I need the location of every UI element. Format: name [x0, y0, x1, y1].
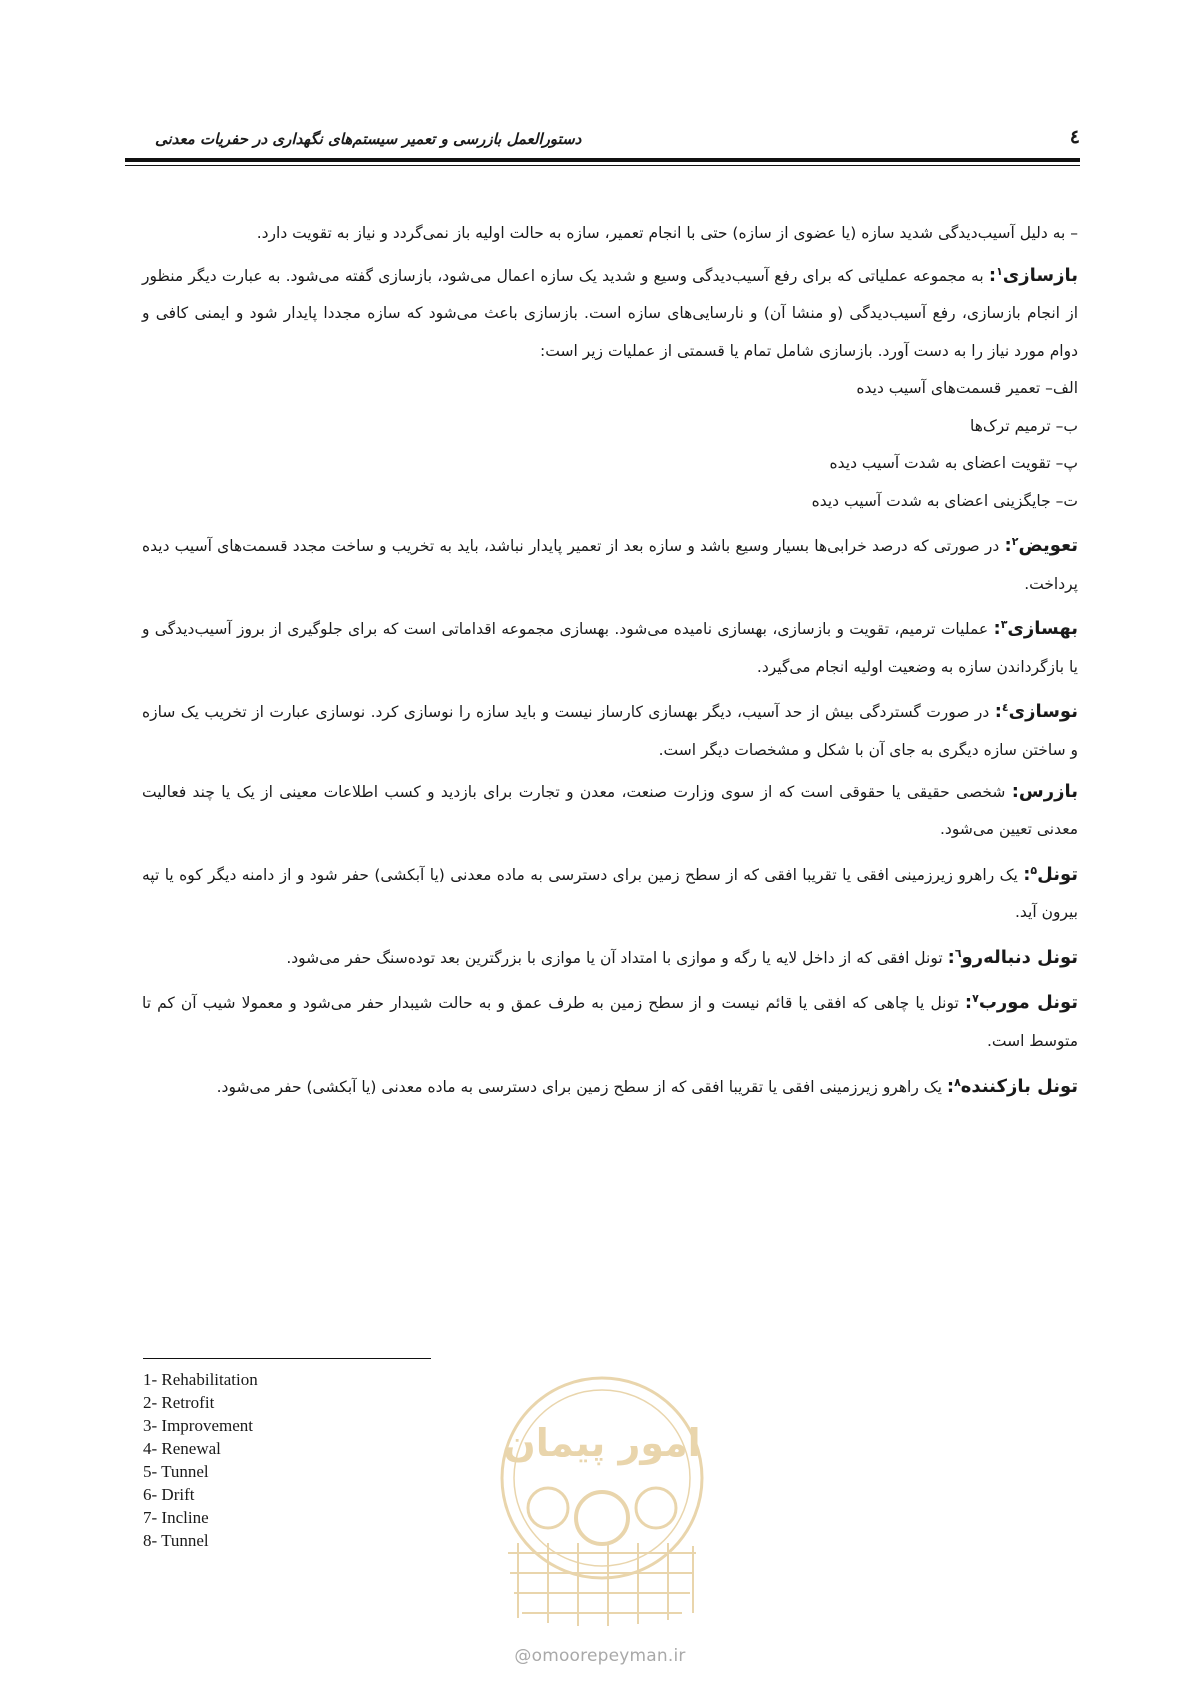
definition-inspector: بازرس: شخصی حقیقی یا حقوقی است که از سوی وزارت صنعت، معدن و تجارت برای بازدید و کسب اطلاعات معینی از یک یا چند فعالیت معدنی تعیین می‌شود. — [142, 780, 1079, 839]
footnote-mark-3: ۳ — [1000, 618, 1008, 632]
term-renewal: نوسازی — [1008, 701, 1078, 723]
footnote-mark-8: ۸ — [954, 1075, 961, 1089]
term-rehabilitation: بازسازی — [1002, 264, 1078, 286]
term-opening-tunnel: تونل بازکننده — [960, 1075, 1078, 1097]
watermark-url: @omoorepeyman.ir — [514, 1646, 686, 1666]
watermark-logo — [478, 1368, 726, 1638]
footnote: 1- Rehabilitation — [143, 1370, 258, 1389]
definition-text: یک راهرو زیرزمینی افقی یا تقریبا افقی که از سطح زمین برای دسترسی به ماده معدنی (یا آبکشی) حفر می‌شود. — [216, 1077, 942, 1096]
definition-text: عملیات ترمیم، تقویت و بازسازی، بهسازی نامیده می‌شود. بهسازی مجموعه اقداماتی است که برای جلوگیری از بروز آسیب‌دیدگی و یا بازگرداندن سازه به وضعیت اولیه انجام می‌گیرد. — [142, 620, 1078, 676]
definition-text: یک راهرو زیرزمینی افقی یا تقریبا افقی که از سطح زمین برای دسترسی به ماده معدنی (یا آبکشی) حفر شود و از دامنه دیگر کوه یا تپه بیرون آید. — [142, 865, 1078, 922]
footnote: 3- Improvement — [143, 1416, 253, 1435]
definition-tunnel: تونل$^۵$: یک راهرو زیرزمینی افقی یا تقریبا افقی که از سطح زمین برای دسترسی به ماده معدنی (یا آبکشی) حفر شود و از دامنه دیگر کوه یا تپه بیرون آید. — [142, 863, 1078, 922]
definition-opening-tunnel: تونل بازکننده$^۸$: یک راهرو زیرزمینی افقی یا تقریبا افقی که از سطح زمین برای دسترسی به ماده معدنی (یا آبکشی) حفر می‌شود. — [216, 1075, 1078, 1097]
footnote-mark-1: ۱ — [996, 264, 1003, 278]
svg-text:امور پیمان: امور پیمان — [503, 1421, 701, 1465]
footnote: 2- Retrofit — [143, 1393, 215, 1412]
running-header-title: دستورالعمل بازرسی و تعمیر سیستم‌های نگهداری در حفریات معدنی — [155, 130, 582, 148]
definition-renewal: نوسازی$^٤$: در صورت گستردگی بیش از حد آسیب، دیگر بهسازی کارساز نیست و باید سازه را نوسازی کرد. نوسازی عبارت از تخریب یک سازه و ساختن سازه دیگری به جای آن با شکل و مشخصات دیگر است. — [142, 701, 1078, 760]
footnote-separator — [143, 1358, 431, 1359]
list-item: ت– جایگزینی اعضای به شدت آسیب دیده — [811, 491, 1078, 510]
term-retrofit: تعویض — [1018, 535, 1078, 557]
list-item: پ– تقویت اعضای به شدت آسیب دیده — [829, 454, 1078, 473]
footnote-mark-2: ۲ — [1011, 535, 1019, 549]
list-item: ب– ترمیم ترک‌ها — [970, 416, 1078, 435]
footnote: 7- Incline — [143, 1508, 209, 1527]
intro-paragraph: – به دلیل آسیب‌دیدگی شدید سازه (یا عضوی از سازه) حتی با انجام تعمیر، سازه به حالت اولیه باز نمی‌گردد و نیاز به تقویت دارد. — [256, 224, 1078, 242]
term-incline: تونل مورب — [978, 992, 1078, 1014]
term-improvement: بهسازی — [1007, 618, 1078, 640]
list-item: الف– تعمیر قسمت‌های آسیب دیده — [856, 379, 1078, 398]
footnote-mark-6: ٦ — [954, 946, 962, 960]
footnote-mark-5: ۵ — [1030, 863, 1038, 877]
term-tunnel: تونل — [1037, 863, 1078, 885]
definition-retrofit: تعویض$^۲$: در صورتی که درصد خرابی‌ها بسیار وسیع باشد و سازه بعد از تعمیر پایدار نباشد، باید به تخریب و ساخت مجدد قسمت‌های آسیب دیده پرداخت. — [142, 535, 1078, 593]
definition-text: در صورت گستردگی بیش از حد آسیب، دیگر بهسازی کارساز نیست و باید سازه را نوسازی کرد. نوسازی عبارت از تخریب یک سازه و ساختن سازه دیگری به جای آن با شکل و مشخصات دیگر است. — [142, 703, 1078, 760]
footnote-mark-4: ٤ — [1001, 701, 1009, 715]
definition-text: به مجموعه عملیاتی که برای رفع آسیب‌دیدگی وسیع و شدید یک سازه اعمال می‌شود، بازسازی گفته می‌شود. به عبارت دیگر منظور از انجام بازسازی، رفع آسیب‌دیدگی (و منشا آن) و نارسایی‌های سازه است. بازسازی باعث می‌شود که سازه مجددا پایدار شود و ایمنی کافی و دوام مورد نیاز را به دست آورد. بازسازی شامل تمام یا قسمتی از عملیات زیر است: — [142, 266, 1078, 360]
definition-text: تونل افقی که از داخل لایه یا رگه و موازی با امتداد آن یا موازی با بزرگترین بعد توده‌سنگ حفر می‌شود. — [286, 948, 943, 967]
definition-improvement: بهسازی$^۳$: عملیات ترمیم، تقویت و بازسازی، بهسازی نامیده می‌شود. بهسازی مجموعه اقداماتی است که برای جلوگیری از بروز آسیب‌دیدگی و یا بازگرداندن سازه به وضعیت اولیه انجام می‌گیرد. — [142, 618, 1078, 676]
term-drift: تونل دنباله‌رو — [961, 946, 1078, 968]
definition-text: تونل یا چاهی که افقی یا قائم نیست و از سطح زمین به طرف عمق و به حالت شیبدار حفر می‌شود و معمولا شیب آن کم تا متوسط است. — [142, 994, 1078, 1051]
page-header — [125, 126, 1080, 154]
definition-incline: تونل مورب$^۷$: تونل یا چاهی که افقی یا قائم نیست و از سطح زمین به طرف عمق و به حالت شیبدار حفر می‌شود و معمولا شیب آن کم تا متوسط است. — [142, 992, 1078, 1051]
footnote: 8- Tunnel — [143, 1531, 209, 1550]
footnote: 5- Tunnel — [143, 1462, 209, 1481]
definition-text: شخصی حقیقی یا حقوقی است که از سوی وزارت صنعت، معدن و تجارت برای بازدید و کسب اطلاعات معینی از یک یا چند فعالیت معدنی تعیین می‌شود. — [142, 782, 1078, 839]
footnote: 6- Drift — [143, 1485, 195, 1504]
footnotes — [143, 1368, 258, 1552]
footnote: 4- Renewal — [143, 1439, 221, 1458]
definition-text: در صورتی که درصد خرابی‌ها بسیار وسیع باشد و سازه بعد از تعمیر پایدار نباشد، باید به تخریب و ساخت مجدد قسمت‌های آسیب دیده پرداخت. — [142, 537, 1078, 593]
footnote-mark-7: ۷ — [972, 992, 979, 1006]
body-text — [142, 215, 1078, 1106]
definition-rehabilitation: بازسازی$^۱$: به مجموعه عملیاتی که برای رفع آسیب‌دیدگی وسیع و شدید یک سازه اعمال می‌شود، بازسازی گفته می‌شود. به عبارت دیگر منظور از انجام بازسازی، رفع آسیب‌دیدگی (و منشا آن) و نارسایی‌های سازه است. بازسازی باعث می‌شود که سازه مجددا پایدار شود و ایمنی کافی و دوام مورد نیاز را به دست آورد. بازسازی شامل تمام یا قسمتی از عملیات زیر است: — [142, 264, 1078, 360]
term-inspector: بازرس — [1018, 780, 1079, 802]
header-rule-thick — [125, 158, 1080, 162]
definition-drift: تونل دنباله‌رو$^٦$: تونل افقی که از داخل لایه یا رگه و موازی با امتداد آن یا موازی با بزرگترین بعد توده‌سنگ حفر می‌شود. — [286, 946, 1078, 968]
header-rule-thin — [125, 165, 1080, 166]
page-number: ٤ — [1069, 126, 1080, 148]
